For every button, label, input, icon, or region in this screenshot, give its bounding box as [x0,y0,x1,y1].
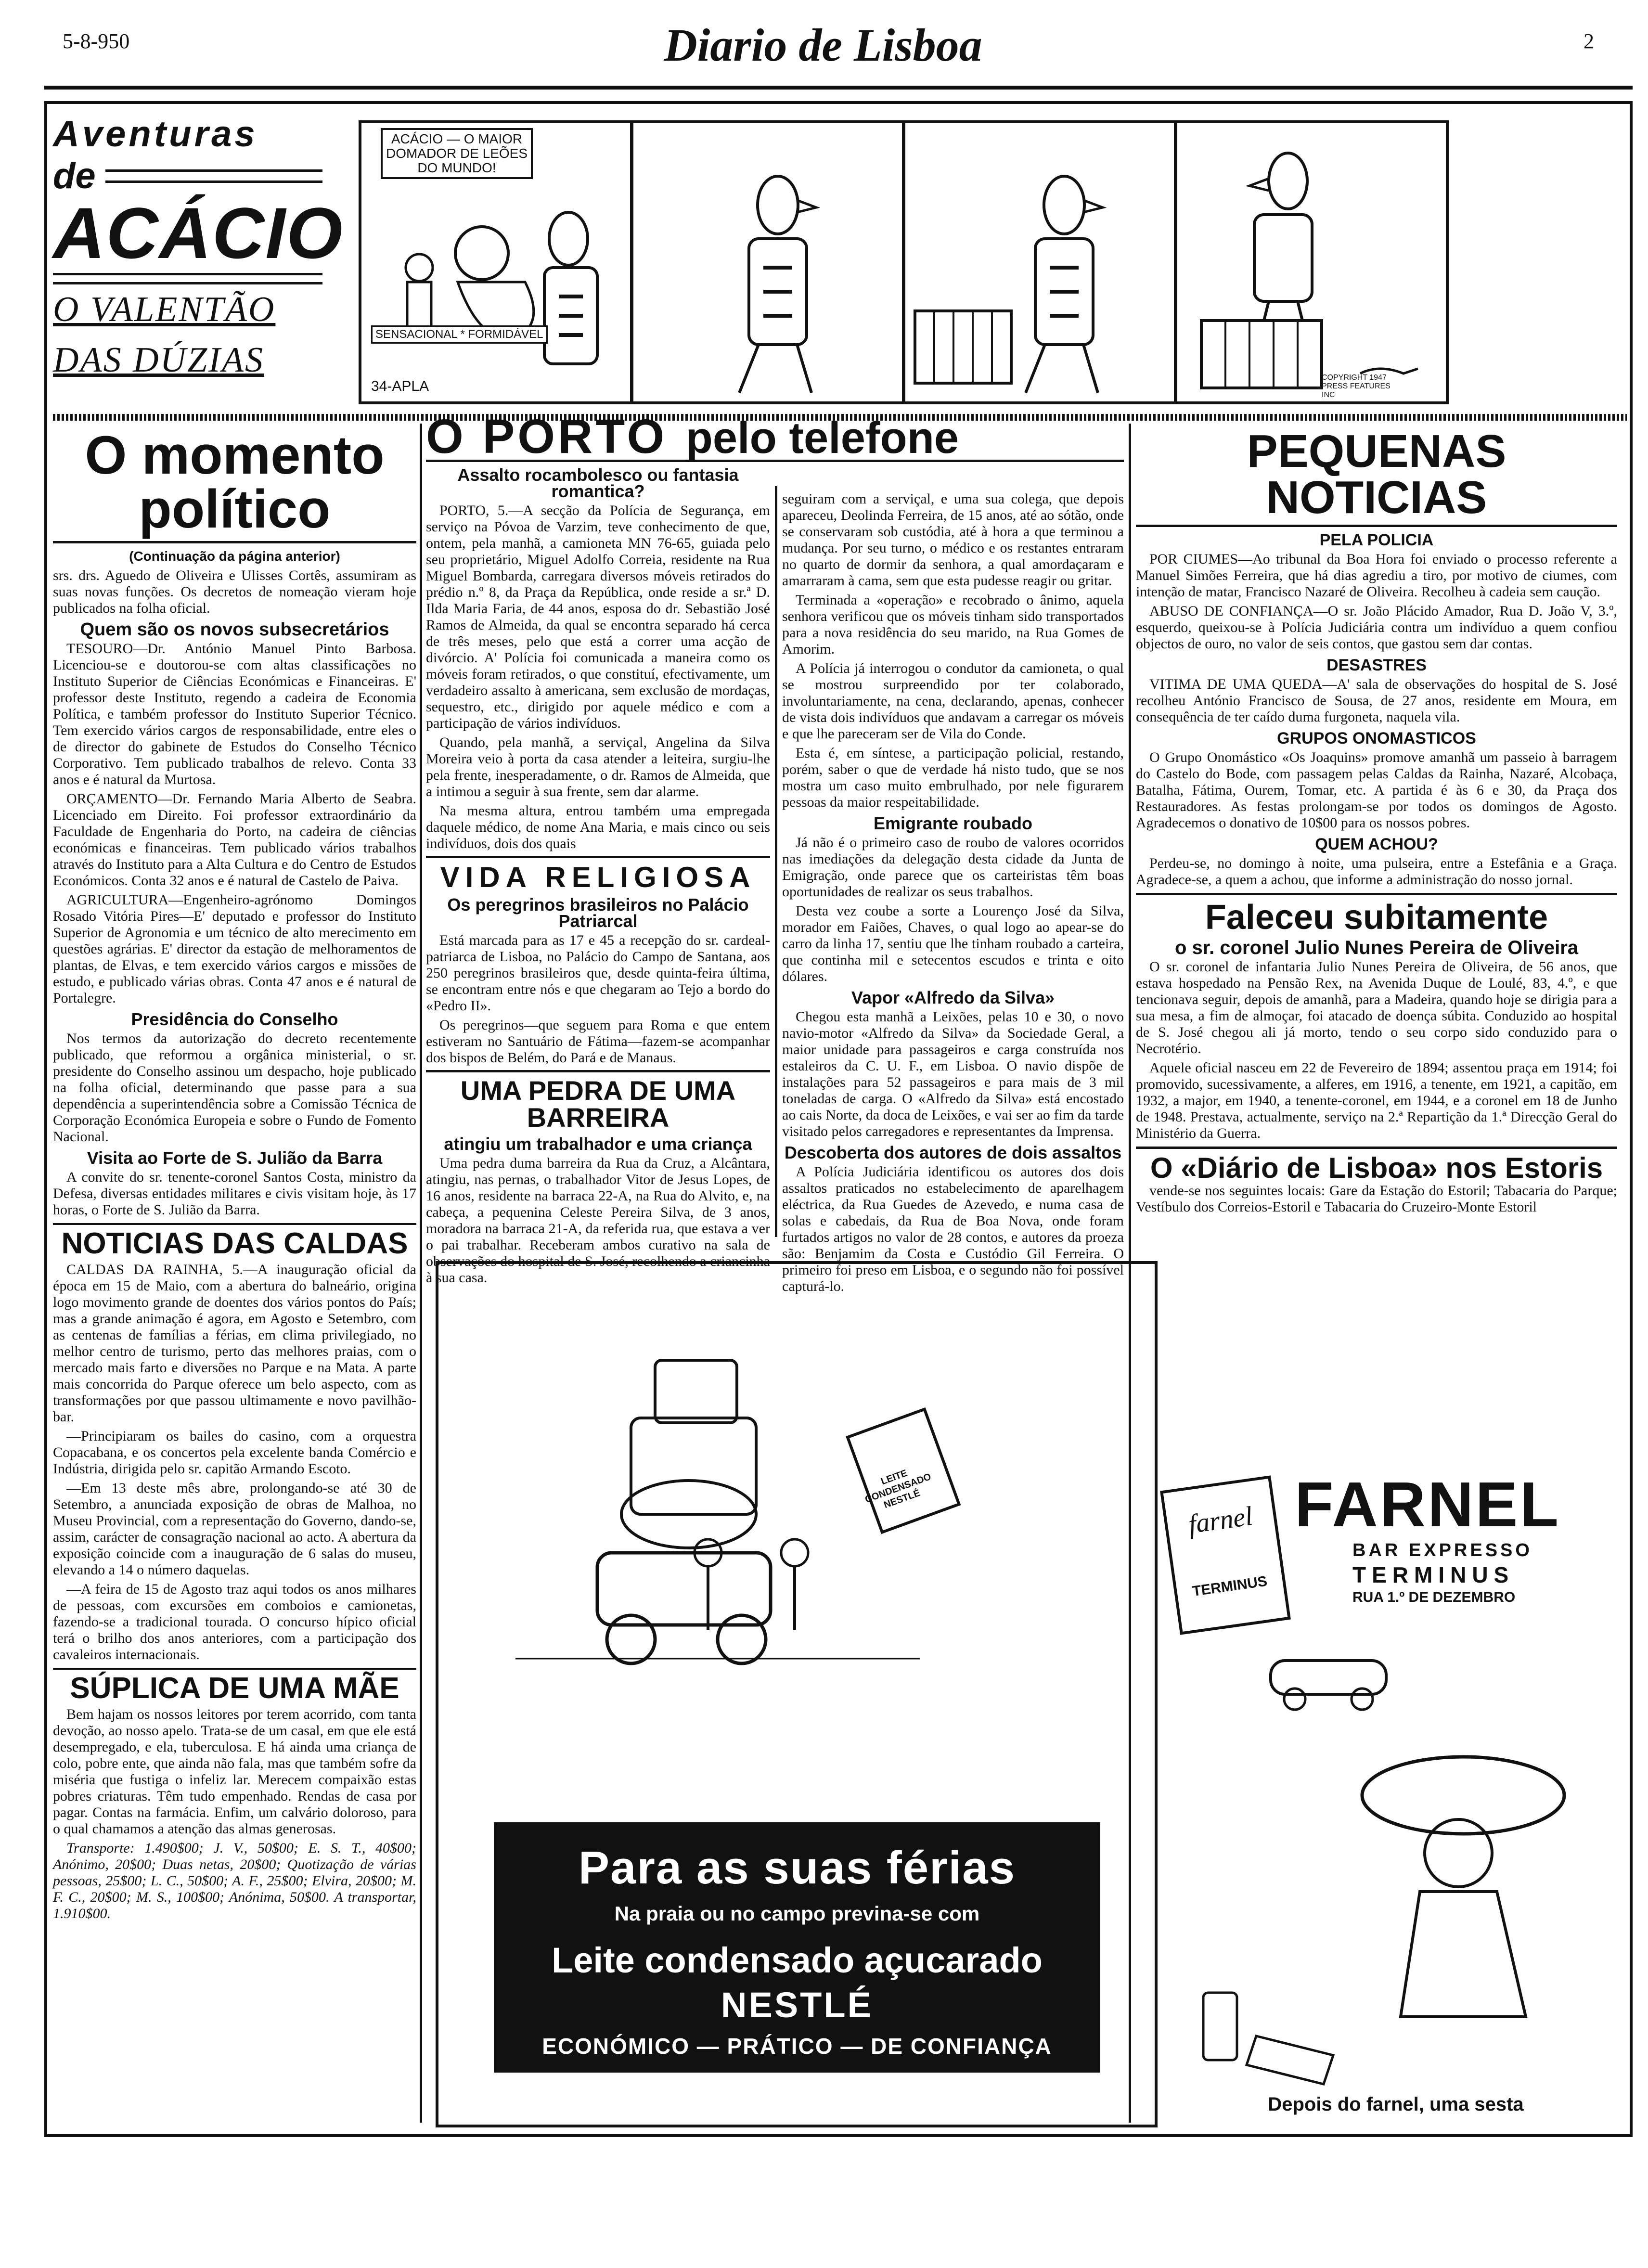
title-double-rule-2 [53,273,322,284]
article-paragraph: Os peregrinos—que seguem para Roma e que entem estiveram no Santuário de Fátima—fazem-se acompanhar dos bispos de Belém, do Pará e de Manaus. [426,1017,770,1066]
comic-panel-2-drawing [633,123,903,402]
article-paragraph: Quando, pela manhã, a serviçal, Angelina da Silva Moreira veio à porta da casa atender a leiteira, surgiu-lhe pela frente, inesperadamente, o dr. Ramos de Almeida, que a intimou a seguir à sua frente, sem dar alarme. [426,735,770,799]
headline-faleceu: Faleceu subitamente [1136,893,1617,935]
comic-subtitle-2: DAS DÚZIAS [53,340,265,380]
farnel-line-1: BAR EXPRESSO [1352,1540,1532,1560]
article-paragraph: O sr. coronel de infantaria Julio Nunes Pereira de Oliveira, de 56 anos, que estava hospedado na Pensão Rex, na Avenida Duque de Loulé, 83, 4.º, e que tencionava seguir, depois de amanhã, para a Madeira, quando hoje se dirigia para a sua mesa, a fim de almoçar, foi atacado de doença súbita. Conduzido ao hospital de S. José chegou ali já morto, tendo o seu corpo sido conduzido para o Necrotério. [1136,959,1617,1057]
nestle-line-3: Leite condensado açucarado [552,1940,1043,1980]
issue-date: 5-8-950 [63,29,130,53]
headline-porto-a: O PORTO [426,410,668,464]
farnel-slogan: Depois do farnel, uma sesta [1268,2094,1524,2115]
subhead-vapor: Vapor «Alfredo da Silva» [851,988,1055,1007]
article-paragraph: POR CIUMES—Ao tribunal da Boa Hora foi enviado o processo referente a Manuel Simões Ferreira, que há dias agrediu a tiro, por motivo de ciumes, com intenção de matar, Francisco Nazaré de Oliveira. Recolheu à cadeia sem caução. [1136,551,1617,600]
article-paragraph: Aquele oficial nasceu em 22 de Fevereiro de 1894; assentou praça em 1914; foi promovido, sucessivamente, a alferes, em 1916, a tenente, em 1921, a capitão, em 1932, a major, em 1940, a tenente-coronel, em 1944, e a coronel em 18 de Junho de 1948. Prestava, actualmente, serviço na 2.ª Repartição da 1.ª Direcção Geral do Ministério da Guerra. [1136,1060,1617,1141]
comic-number: 34-APLA [371,378,429,394]
nestle-line-2: Na praia ou no campo previna-se com [614,1902,980,1925]
article-paragraph: ABUSO DE CONFIANÇA—O sr. João Plácido Amador, Rua D. João V, 3.º, esquerdo, queixou-se à Polícia Judiciária contra um indivíduo a quem confiou objectos de ouro, no valor de seis contos, que gastou sem dar contas. [1136,603,1617,652]
subhead-quem-achou: QUEM ACHOU? [1315,835,1438,853]
article-paragraph: —A feira de 15 de Agosto traz aqui todos os anos milhares de pessoas, com excursões em comboios e camionetas, fazendo-se a tradicional tourada. O concurso hípico oficial terá o brilho dos anos anteriores, com a participação dos cavaleiros internacionais. [53,1581,416,1662]
subhead-trabalhador: atingiu um trabalhador e uma criança [444,1134,752,1154]
headline-noticias-caldas: NOTICIAS DAS CALDAS [53,1223,416,1259]
subhead-assalto: Assalto rocambolesco ou fantasia romantica? [457,465,739,501]
article-paragraph: Uma pedra duma barreira da Rua da Cruz, a Alcântara, atingiu, nas pernas, o trabalhador Vitor de Jesus Lopes, de 16 anos, residente na barraca 22-A, na Rua do Alvito, e, na cabeça, a pequenina Celeste Pereira Silva, de 3 anos, moradora na barraca 21-A, da referida rua, que estava a ver o pai trabalhar. Receberam ambos curativo na sala de observações do hospital de S. José, recolhendo a criancinha à sua casa. [426,1155,770,1286]
comic-sign-bottom: SENSACIONAL * FORMIDÁVEL [371,325,548,344]
comic-title-line1: Aventuras [53,114,258,155]
article-paragraph: Desta vez coube a sorte a Lourenço José da Silva, morador em Faiões, Chaves, o qual logo ao apear-se do carro da linha 17, sentiu que lhe tinham roubado a carteira, que continha mil e setecentos escudos e trinta e oito dólares. [782,903,1124,984]
article-paragraph: A convite do sr. tenente-coronel Santos Costa, ministro da Defesa, diversas entidades militares e civis visitam hoje, às 17 horas, o Forte de S. Julião da Barra. [53,1169,416,1218]
headline-estoris: O «Diário de Lisboa» nos Estoris [1136,1147,1617,1183]
column-1 [53,425,416,1925]
nestle-brand: NESTLÉ [721,1985,873,2025]
comic-sign: ACÁCIO — O MAIOR DOMADOR DE LEÕES DO MUNDO! [381,128,533,179]
article-paragraph: A Polícia Judiciária identificou os autores dos dois assaltos praticados no estabelecimento de aparelhagem eléctrica, da Rua Guedes de Azevedo, e numa casa de solas e cabedais, da Rua de Boa Nova, onde foram furtados artigos no valor de 28 contos, e autores da proeza são: Benjamim da Costa e Custódio Gil Ferreira. O primeiro foi preso em Lisboa, e o segundo não foi possível capturá-lo. [782,1164,1124,1294]
column-4 [1136,425,1617,1218]
comic-panel-2 [631,120,905,404]
masthead-rule [44,86,1633,90]
subhead-coronel: o sr. coronel Julio Nunes Pereira de Oliveira [1174,937,1579,958]
column-3 [782,491,1124,1298]
article-paragraph: Já não é o primeiro caso de roubo de valores ocorridos nas imediações da delegação desta cidade da Junta de Emigração, onde parece que os carteiristas têm boas oportunidades de realizar os seus trabalhos. [782,835,1124,900]
subhead-peregrinos: Os peregrinos brasileiros no Palácio Patriarcal [447,895,749,931]
article-paragraph: Na mesma altura, entrou também uma empregada daquele médico, de nome Ana Maria, e mais cinco ou seis indivíduos, dois dos quais [426,803,770,851]
article-paragraph: Bem hajam os nossos leitores por terem acorrido, com tanta devoção, ao nosso apelo. Trata-se de um casal, em que ele está desempregado, e ela, tuberculosa. E há ainda uma criança de colo, pobre ente, que ainda não fala, mas que também sofre da miséria que fustiga o infeliz lar. Merecem compaixão estas pobres criaturas. Têm tudo empenhado. Rendas de casa por pagar. Contas na farmácia. Enfim, um calvário doloroso, para o qual chamamos a atenção das almas generosas. [53,1706,416,1837]
headline-vida-religiosa: VIDA RELIGIOSA [426,856,770,892]
article-paragraph: Terminada a «operação» e recobrado o ânimo, aquela senhora verificou que os móveis tinham sido transportados para a nova residência do seu marido, na Rua Gomes de Amorim. [782,592,1124,657]
article-paragraph: vende-se nos seguintes locais: Gare da Estação do Estoril; Tabacaria do Parque; Vestíbulo dos Correios-Estoril e Tabacaria do Cruzeiro-Monte Estoril [1136,1183,1617,1215]
article-paragraph: Perdeu-se, no domingo à noite, uma pulseira, entre a Estefânia e a Graça. Agradece-se, a quem a achou, que informe a administração do nosso jornal. [1136,855,1617,888]
nestle-tagline: ECONÓMICO — PRÁTICO — DE CONFIANÇA [542,2034,1052,2059]
headline-pedra-barreira: UMA PEDRA DE UMA BARREIRA [426,1070,770,1131]
article-paragraph: A Polícia já interrogou o condutor da camioneta, o qual se mostrou surpreendido por ter colaborado, involuntariamente, na cena, declarando, apenas, conhecer de vista dois indivíduos que andavam a carregar os móveis e que lhe pareceram ser de Vila do Conde. [782,660,1124,742]
can-label: LEITE CONDENSADO NESTLÉ [863,1468,933,1511]
page-number: 2 [1584,29,1594,53]
headline-momento-politico: O momento político [53,428,416,543]
nestle-advertisement [436,1261,1158,2127]
subhead-emigrante: Emigrante roubado [873,813,1033,833]
article-paragraph: Está marcada para as 17 e 45 a recepção do sr. cardeal-patriarca de Lisboa, no Palácio do Campo de Santana, aos 250 peregrinos brasileiros que, desde quinta-feira última, se encontram entre nós e que chegaram ao Tejo a bordo do «Pedro II». [426,932,770,1014]
subhead-forte: Visita ao Forte de S. Julião da Barra [87,1148,383,1168]
subhead-presidencia: Presidência do Conselho [131,1009,338,1029]
continuation-note: (Continuação da página anterior) [129,549,340,564]
nestle-slogan-box [494,1822,1100,2073]
comic-panel-1-drawing [361,123,631,402]
comic-panel-1 [359,120,633,404]
article-paragraph: O Grupo Onomástico «Os Joaquins» promove amanhã um passeio à barragem do Castelo do Bode, com passagem pelas Caldas da Rainha, Nazaré, Alcobaça, Batalha, Fátima, Ourem, Tomar, etc. A partida é às 6 e 30, da Praça dos Restauradores. As festas prolongam-se por todos os domingos de Agosto. Agradecemos o donativo de 10$00 para os nossos pobres. [1136,749,1617,831]
farnel-line-2: TERMINUS [1352,1562,1515,1587]
comic-panel-3-drawing [905,123,1175,402]
subhead-subsecretarios: Quem são os novos subsecretários [80,619,389,640]
article-paragraph: Nos termos da autorização do decreto recentemente publicado, que reformou a orgânica ministerial, o sr. presidente do Conselho assinou um despacho, hoje publicado na folha oficial, determinando que passe para a sua dependência a superintendência sobre a Comissão Técnica de Corporação Económica Europeia e sobre o Fundo de Fomento Nacional. [53,1031,416,1145]
farnel-bag-text: farnel [1186,1501,1255,1540]
article-paragraph: PORTO, 5.—A secção da Polícia de Segurança, em serviço na Póvoa de Varzim, teve conhecimento de que, ontem, pela manhã, a camioneta MN 76-65, guiada pelo seu proprietário, Miguel Adolfo Correia, residente na Rua Miguel Bombarda, carregara diversos móveis retirados do prédio n.º 8, da Praça da República, onde reside a sr.ª D. Ilda Maria Faria, de 44 anos, esposa do dr. Sebastião José Ramos de Almeida, da qual se encontra separado há cerca de três meses, pelo que está a correr uma acção de divórcio. A' Polícia foi comunicada a maneira como os móveis foram retirados, o que constituí, efectivamente, um verdadeiro assalto à americana, sem exclusão de mordaças, sequestro, etc., dirigido por aquele médico e com a participação de vários indivíduos. [426,503,770,731]
subhead-desastres: DESASTRES [1326,656,1427,674]
newspaper-title: Diario de Lisboa [664,19,982,71]
article-paragraph: seguiram com a serviçal, e uma sua colega, que depois apareceu, Deolinda Ferreira, de 15 anos, até ao sótão, onde se conservaram sob custódia, até à hora a que terminou a mudança. Por seu turno, o médico e os restantes entraram no quarto de dormir da senhora, a qual amordaçaram e amarraram à cama, sem que esta pudesse reagir ou gritar. [782,491,1124,589]
column-divider-1 [420,424,422,2123]
article-paragraph: ORÇAMENTO—Dr. Fernando Maria Alberto de Seabra. Licenciado em Direito. Foi professor extraordinário da Faculdade de Engenharia do Porto, na cadeira de ciências económicas e financeiras. Tem publicado vários trabalhos através do Instituto para a Alta Cultura e do Centro de Estudos Económicos. Conta 32 anos e é natural de Castelo de Paiva. [53,791,416,889]
nestle-line-1: Para as suas férias [579,1842,1016,1894]
comic-title-name: ACÁCIO [53,193,344,273]
article-paragraph: TESOURO—Dr. António Manuel Pinto Barbosa. Licenciou-se e doutorou-se com altas classificações no Instituto Superior de Ciências Económicas e Financeiras. E' professor deste Instituto, regendo a cadeira de Economia Política, e também professor do Instituto Superior Técnico. Tem exercido vários cargos de responsabilidade, entre eles o de director do gabinete de Estudos do Conselho Técnico Corporativo. Tem publicado trabalhos de relevo. Conta 33 anos e é natural da Murtosa. [53,641,416,787]
article-paragraph: AGRICULTURA—Engenheiro-agrónomo Domingos Rosado Vitória Pires—E' deputado e professor do Instituto Superior de Agronomia e um técnico de alto merecimento em questões agrárias. E' director da estação de melhoramentos de plantas, de Elvas, e tem exercido vários cargos e missões de estudo, e publicado várias obras. Conta 47 anos e é natural de Portalegre. [53,892,416,1006]
headline-pequenas-noticias: PEQUENAS NOTICIAS [1136,428,1617,527]
masthead [0,0,1648,96]
comic-panel-4 [1174,120,1449,404]
article-paragraph: Esta é, em síntese, a participação policial, restando, porém, saber o que de verdade há nisto tudo, que se nos mostra um caso muito embrulhado, por nele figurarem pessoas da maior respeitabilidade. [782,745,1124,810]
column-divider-2 [775,486,777,1237]
title-double-rule [105,169,322,183]
subhead-policia: PELA POLICIA [1319,531,1434,549]
article-paragraph: srs. drs. Aguedo de Oliveira e Ulisses Cortês, assumiram as suas novas funções. Os decretos de nomeação vieram hoje publicados na folha oficial. [53,567,416,616]
comic-subtitle-1: O VALENTÃO [53,290,276,329]
comic-title-line2: de [53,155,96,196]
donations-list: Transporte: 1.490$00; J. V., 50$00; E. S. T., 40$00; Anónimo, 20$00; Duas netas, 20$00; Quotização de várias pessoas, 25$00; L. C., 50$00; A. F., 25$00; Elvira, 20$00; M. F. C., 20$00; M. S., 100$00; Anónima, 50$00. A transportar, 1.910$00. [53,1840,416,1921]
farnel-advertisement [1150,1439,1612,2123]
comic-copyright: COPYRIGHT 1947 PRESS FEATURES INC [1322,374,1390,399]
article-paragraph: CALDAS DA RAINHA, 5.—A inauguração oficial da época em 15 de Maio, com a abertura do balneário, origina logo movimento grande de doentes dos vários pontos do País; mas a grande animação é agora, em Agosto e Setembro, com as centenas de famílias a férias, em clima privilegiado, no melhor centro de turismo, perto das melhores praias, com o mercado mais farto e diversões no Parque e na Mata. A parte mais concorrida do Parque oferece um belo aspecto, com as transformações por que passou ultimamente e novo pavilhão-bar. [53,1262,416,1425]
comic-panel-4-drawing [1177,123,1447,402]
headline-porto-b: pelo telefone [685,413,959,463]
headline-suplica: SÚPLICA DE UMA MÃE [53,1668,416,1703]
farnel-bag-text-2: TERMINUS [1191,1573,1268,1600]
comic-panel-3 [902,120,1177,404]
farnel-brand: FARNEL [1295,1469,1560,1540]
farnel-bag [1160,1475,1291,1635]
article-paragraph: Chegou esta manhã a Leixões, pelas 10 e 30, o novo navio-motor «Alfredo da Silva» da Sociedade Geral, a maior unidade para passageiros e carga construída nos estaleiros da C. U. F., em Lisboa. O navio dispõe de instalações para 52 passageiros e para mais de 3 mil toneladas de carga. O «Alfredo da Silva» está encostado ao cais Norte, da doca de Leixões, e vai ser ao fim da tarde visitado pelos carregadores e representantes da Imprensa. [782,1009,1124,1139]
article-paragraph: VITIMA DE UMA QUEDA—A' sala de observações do hospital de S. José recolheu António Francisco de Sousa, de 27 anos, residente em Moura, em consequência de ter caído duma furgoneta, naquela vila. [1136,676,1617,725]
headline-porto [426,410,1124,464]
comic-title-block [53,113,344,381]
article-paragraph: —Principiaram os bailes do casino, com a orquestra Copacabana, e os concertos pela excelente banda Comércio e Indústria, dirigida pelo sr. capitão Armando Escoto. [53,1428,416,1477]
farnel-illustration [1150,1622,1612,2103]
subhead-grupos: GRUPOS ONOMASTICOS [1277,729,1476,747]
nestle-illustration [438,1264,1156,1817]
farnel-line-3: RUA 1.º DE DEZEMBRO [1352,1589,1516,1605]
subhead-descoberta: Descoberta dos autores de dois assaltos [784,1143,1122,1162]
article-paragraph: —Em 13 deste mês abre, prolongando-se até 30 de Setembro, a anunciada exposição de obras de Malhoa, no Museu Provincial, com a representação do Governo, dando-se, assim, carácter de consagração nacional ao acto. A abertura da exposição coincide com a inauguração de 6 salas do museu, elevando a 14 o número daquelas. [53,1480,416,1578]
